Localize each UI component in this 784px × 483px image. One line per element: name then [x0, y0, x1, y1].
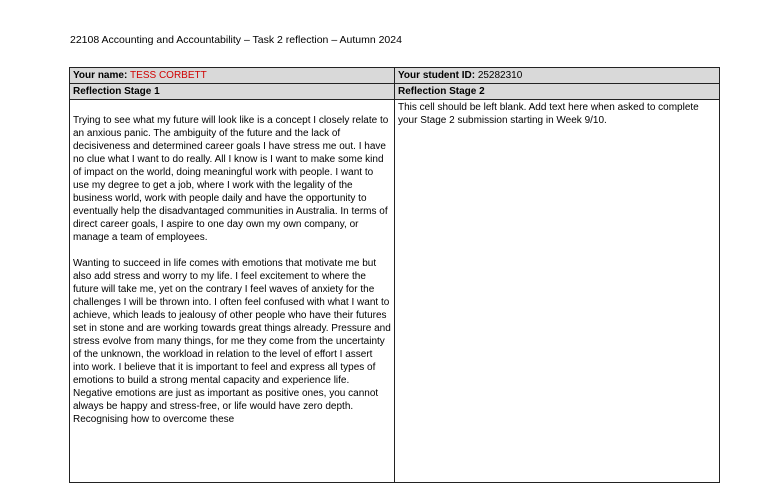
name-label: Your name: [73, 70, 131, 81]
stage1-paragraph: Trying to see what my future will look like is a concept I closely relate to an anxious panic. The ambiguity of the future and the lack of decisiveness and determined career goals I have stress me out. I have no clue what I want to do really. All I know is I want to make some kind of impact on the world, doing meaningful work with people. I want to use my degree to get a job, where I work with the legality of the business world, work with people daily and have the opportunity to eventually help the disadvantaged communities in Australia. In terms of direct career goals, I aspire to one day own my own company, or manage a team of employees. [73, 115, 389, 243]
stage2-note: This cell should be left blank. Add text here when asked to complete your Stage 2 submission starting in Week 9/10. [398, 102, 699, 126]
stage-header-row [70, 84, 720, 100]
student-id-cell[interactable] [395, 68, 720, 84]
stage2-header: Reflection Stage 2 [395, 84, 720, 100]
identity-row [70, 68, 720, 84]
stage1-header: Reflection Stage 1 [70, 84, 395, 100]
name-value: TESS CORBETT [130, 70, 207, 81]
stage1-text-cell[interactable] [70, 100, 395, 483]
stage1-paragraph: Wanting to succeed in life comes with emotions that motivate me but also add stress and worry to my life. I feel excitement to where the future will take me, yet on the contrary I feel waves of anxiety for the challenges I will be thrown into. I often feel confused with what I want to achieve, which leads to jealousy of other people who have their futures set in stone and are working towards great things already. Pressure and stress evolve from many things, for me they come from the uncertainty of the unknown, the workload in relation to the level of effort I assert into work. I believe that it is important to feel and express all types of emotions to build a strong mental capacity and experience life. Negative emotions are just as important as positive ones, you cannot always be happy and stress-free, or life would have zero depth. Recognising how to overcome these [73, 258, 391, 425]
reflection-table [69, 67, 720, 483]
stage2-text-cell[interactable] [395, 100, 720, 483]
reflection-body-row [70, 100, 720, 483]
name-cell[interactable] [70, 68, 395, 84]
student-id-value: 25282310 [477, 70, 523, 81]
document-title: 22108 Accounting and Accountability – Task 2 reflection – Autumn 2024 [70, 34, 402, 46]
student-id-label: Your student ID: [398, 70, 478, 81]
